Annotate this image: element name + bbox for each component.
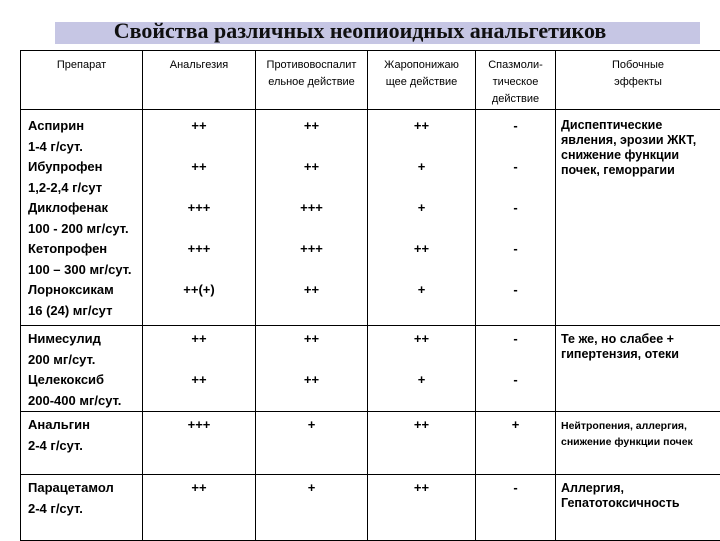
value: ++	[143, 157, 255, 178]
value	[143, 260, 255, 281]
value	[368, 178, 475, 199]
header-antispasmodic: Спазмоли- тическое действие	[476, 51, 556, 110]
drug-cell	[21, 475, 143, 541]
header-row	[21, 51, 720, 110]
drug-line: Диклофенак	[28, 198, 142, 219]
value	[368, 137, 475, 158]
side-effects-cell	[556, 475, 720, 541]
value: ++	[256, 280, 367, 301]
value	[368, 350, 475, 371]
value: ++	[143, 370, 255, 391]
value	[476, 260, 555, 281]
drug-cell	[21, 326, 143, 412]
header-analgesia: Анальгезия	[143, 51, 256, 110]
analgesia-cell	[143, 326, 256, 412]
antispasmodic-cell	[476, 326, 556, 412]
drug-line: Целекоксиб	[28, 370, 142, 391]
value	[368, 260, 475, 281]
value: +	[476, 415, 555, 436]
antispasmodic-cell	[476, 412, 556, 475]
value	[368, 301, 475, 322]
value: -	[476, 157, 555, 178]
drug-line: Анальгин	[28, 415, 142, 436]
value: ++	[143, 329, 255, 350]
table-row	[21, 326, 720, 412]
value: -	[476, 329, 555, 350]
value	[143, 178, 255, 199]
drug-line: 1,2-2,4 г/сут	[28, 178, 142, 199]
value: ++	[368, 415, 475, 436]
value	[476, 137, 555, 158]
value: +	[368, 280, 475, 301]
value	[256, 137, 367, 158]
drug-line: 16 (24) мг/сут	[28, 301, 142, 322]
value: +	[256, 478, 367, 499]
drug-line: 200 мг/сут.	[28, 350, 142, 371]
value	[476, 178, 555, 199]
value: -	[476, 239, 555, 260]
side-effects-cell	[556, 326, 720, 412]
drug-line: Нимесулид	[28, 329, 142, 350]
value	[368, 391, 475, 412]
drug-line: 2-4 г/сут.	[28, 499, 142, 520]
drug-line: 100 - 200 мг/сут.	[28, 219, 142, 240]
side-effects-text: Те же, но слабее + гипертензия, отеки	[561, 332, 720, 362]
value: -	[476, 370, 555, 391]
value: +	[368, 198, 475, 219]
value	[476, 391, 555, 412]
value: -	[476, 116, 555, 137]
antiinflammatory-cell	[256, 110, 368, 326]
table-row	[21, 110, 720, 326]
value	[143, 219, 255, 240]
value: +++	[256, 198, 367, 219]
drug-line: 1-4 г/сут.	[28, 137, 142, 158]
header-side-effects: Побочные эффекты	[556, 51, 720, 110]
table-row	[21, 412, 720, 475]
side-effects-cell	[556, 412, 720, 475]
value	[143, 391, 255, 412]
side-effects-cell	[556, 110, 720, 326]
antiinflammatory-cell	[256, 412, 368, 475]
drug-line: Лорноксикам	[28, 280, 142, 301]
drug-line: Аспирин	[28, 116, 142, 137]
antiinflammatory-cell	[256, 326, 368, 412]
drug-line: 200-400 мг/сут.	[28, 391, 142, 412]
drug-cell	[21, 110, 143, 326]
value: -	[476, 478, 555, 499]
value: ++	[256, 116, 367, 137]
value	[476, 436, 555, 457]
value: +	[256, 415, 367, 436]
value: ++	[256, 157, 367, 178]
antispasmodic-cell	[476, 110, 556, 326]
value: +++	[143, 198, 255, 219]
analgesia-cell	[143, 475, 256, 541]
table-row	[21, 475, 720, 541]
value: ++	[256, 329, 367, 350]
value: +++	[256, 239, 367, 260]
value	[143, 350, 255, 371]
antispasmodic-cell	[476, 475, 556, 541]
value: ++	[368, 116, 475, 137]
value	[476, 301, 555, 322]
side-effects-text: Аллергия, Гепатотоксичность	[561, 481, 720, 511]
value: +	[368, 157, 475, 178]
drug-line: 2-4 г/сут.	[28, 436, 142, 457]
value	[143, 499, 255, 520]
drug-line: Ибупрофен	[28, 157, 142, 178]
value	[256, 436, 367, 457]
value: ++	[368, 478, 475, 499]
header-antiinflammatory: Противовоспалит ельное действие	[256, 51, 368, 110]
value: +++	[143, 239, 255, 260]
value	[368, 436, 475, 457]
value	[143, 301, 255, 322]
value	[368, 219, 475, 240]
header-drug: Препарат	[21, 51, 143, 110]
value: +	[368, 370, 475, 391]
value	[256, 260, 367, 281]
value	[256, 178, 367, 199]
antipyretic-cell	[368, 412, 476, 475]
value: ++(+)	[143, 280, 255, 301]
antipyretic-cell	[368, 475, 476, 541]
value	[256, 499, 367, 520]
value	[256, 219, 367, 240]
antipyretic-cell	[368, 326, 476, 412]
value	[256, 301, 367, 322]
value: -	[476, 198, 555, 219]
antiinflammatory-cell	[256, 475, 368, 541]
value: ++	[368, 239, 475, 260]
drug-line: Кетопрофен	[28, 239, 142, 260]
value	[143, 436, 255, 457]
value	[476, 219, 555, 240]
drug-line: Парацетамол	[28, 478, 142, 499]
value: ++	[368, 329, 475, 350]
value	[476, 499, 555, 520]
value: ++	[256, 370, 367, 391]
analgesia-cell	[143, 110, 256, 326]
value	[368, 499, 475, 520]
header-antipyretic: Жаропонижаю щее действие	[368, 51, 476, 110]
value: +++	[143, 415, 255, 436]
value	[143, 137, 255, 158]
drug-cell	[21, 412, 143, 475]
value: ++	[143, 116, 255, 137]
analgesia-cell	[143, 412, 256, 475]
antipyretic-cell	[368, 110, 476, 326]
value	[476, 350, 555, 371]
side-effects-text: Нейтропения, аллергия, снижение функции почек	[561, 418, 720, 450]
value: ++	[143, 478, 255, 499]
page-title: Свойства различных неопиоидных анальгетиков	[0, 18, 720, 44]
value: -	[476, 280, 555, 301]
side-effects-text: Диспептические явления, эрозии ЖКТ, снижение функции почек, геморрагии	[561, 118, 720, 178]
value	[256, 350, 367, 371]
drug-line: 100 – 300 мг/сут.	[28, 260, 142, 281]
value	[256, 391, 367, 412]
analgesics-table	[20, 50, 720, 541]
